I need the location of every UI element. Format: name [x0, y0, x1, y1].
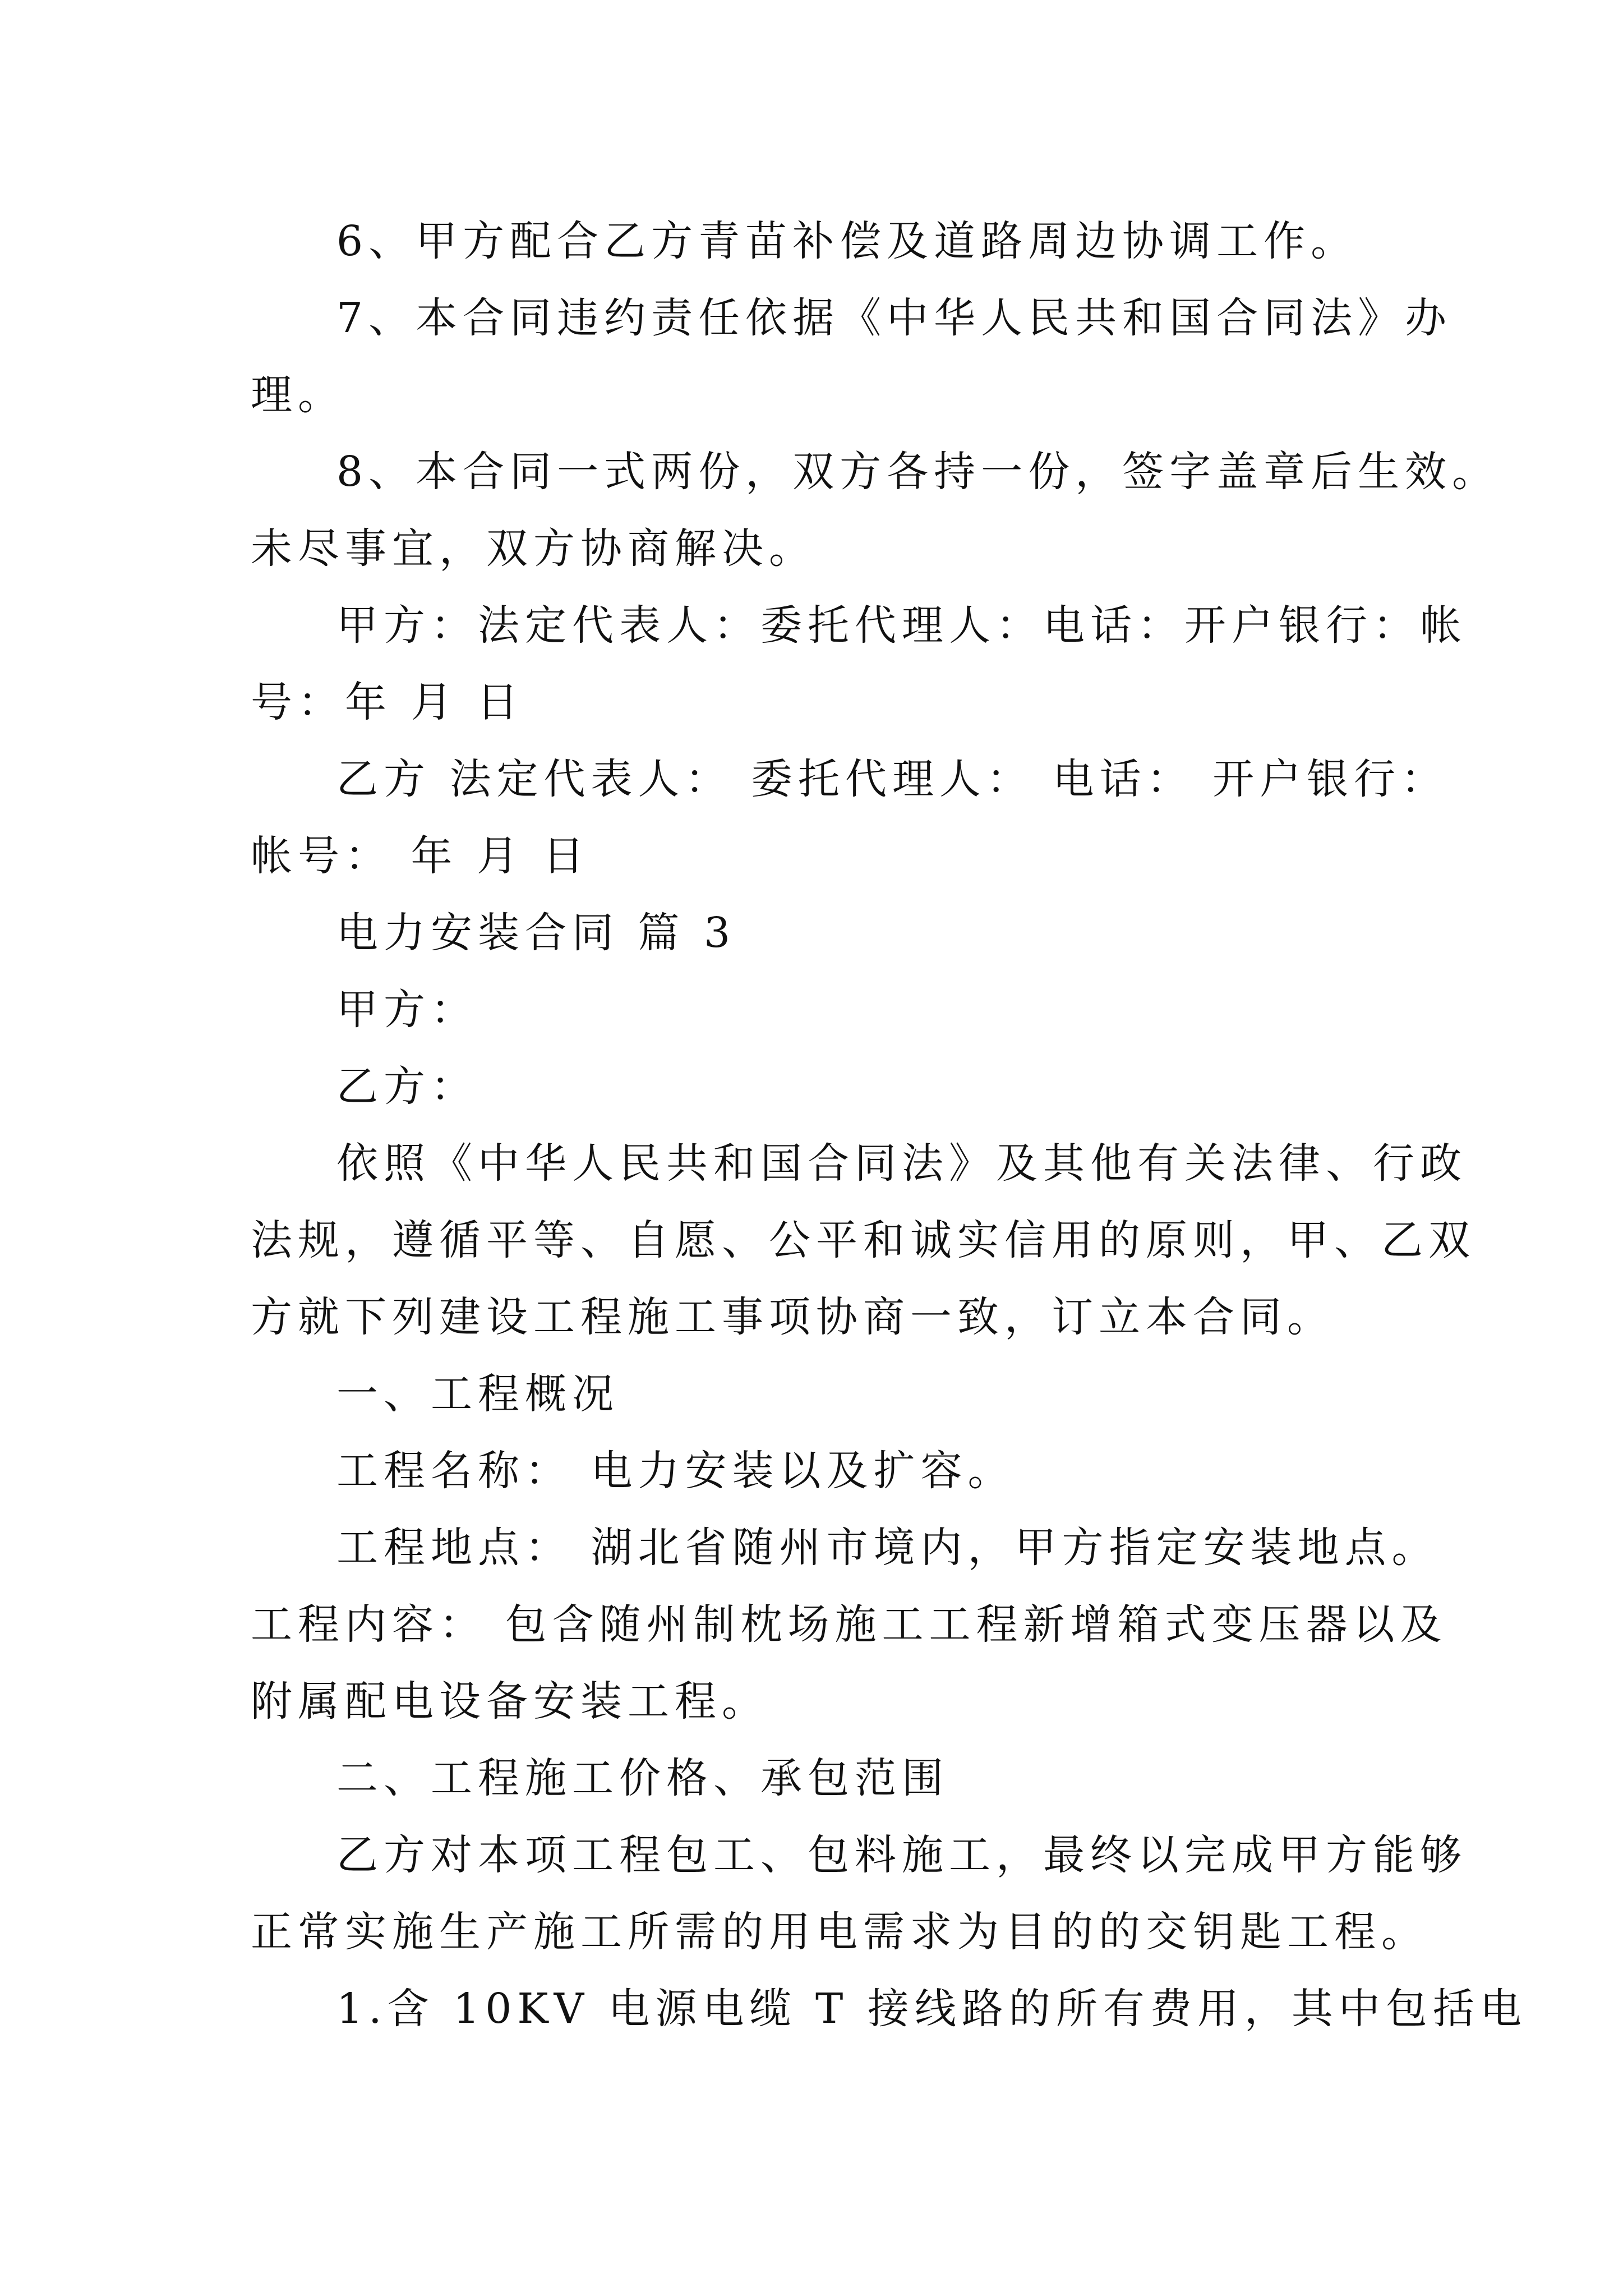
paragraph-line: 帐号： 年 月 日	[251, 832, 590, 880]
section-heading: 一、工程概况	[336, 1370, 619, 1418]
paragraph-line: 7、本合同违约责任依据《中华人民共和国合同法》办	[336, 294, 1453, 342]
paragraph-line: 甲方：法定代表人：委托代理人：电话：开户银行：帐	[336, 601, 1467, 650]
paragraph-line: 工程地点： 湖北省随州市境内，甲方指定安装地点。	[336, 1524, 1439, 1572]
section-heading: 二、工程施工价格、承包范围	[336, 1754, 949, 1802]
paragraph-line: 工程内容： 包含随州制枕场施工工程新增箱式变压器以及	[251, 1600, 1447, 1649]
paragraph-line: 1.含 10KV 电源电缆 T 接线路的所有费用，其中包括电	[336, 1985, 1527, 2033]
paragraph-line: 工程名称： 电力安装以及扩容。	[336, 1447, 1015, 1495]
paragraph-line: 未尽事宜，双方协商解决。	[251, 524, 816, 573]
paragraph-line: 依照《中华人民共和国合同法》及其他有关法律、行政	[336, 1139, 1467, 1188]
party-b-label: 乙方：	[336, 1062, 478, 1111]
section-heading: 电力安装合同 篇 3	[336, 909, 736, 957]
paragraph-line: 方就下列建设工程施工事项协商一致，订立本合同。	[251, 1293, 1334, 1341]
paragraph-line: 8、本合同一式两份，双方各持一份，签字盖章后生效。	[336, 448, 1500, 496]
paragraph-line: 乙方 法定代表人： 委托代理人： 电话： 开户银行：	[336, 755, 1449, 803]
paragraph-line: 乙方对本项工程包工、包料施工，最终以完成甲方能够	[336, 1831, 1467, 1879]
paragraph-line: 法规，遵循平等、自愿、公平和诚实信用的原则，甲、乙双	[251, 1216, 1476, 1264]
party-a-label: 甲方：	[336, 986, 478, 1034]
paragraph-line: 理。	[251, 371, 345, 419]
paragraph-line: 号：年 月 日	[251, 678, 524, 726]
paragraph-line: 6、甲方配合乙方青苗补偿及道路周边协调工作。	[336, 217, 1358, 265]
paragraph-line: 正常实施生产施工所需的用电需求为目的的交钥匙工程。	[251, 1908, 1428, 1956]
paragraph-line: 附属配电设备安装工程。	[251, 1677, 769, 1726]
